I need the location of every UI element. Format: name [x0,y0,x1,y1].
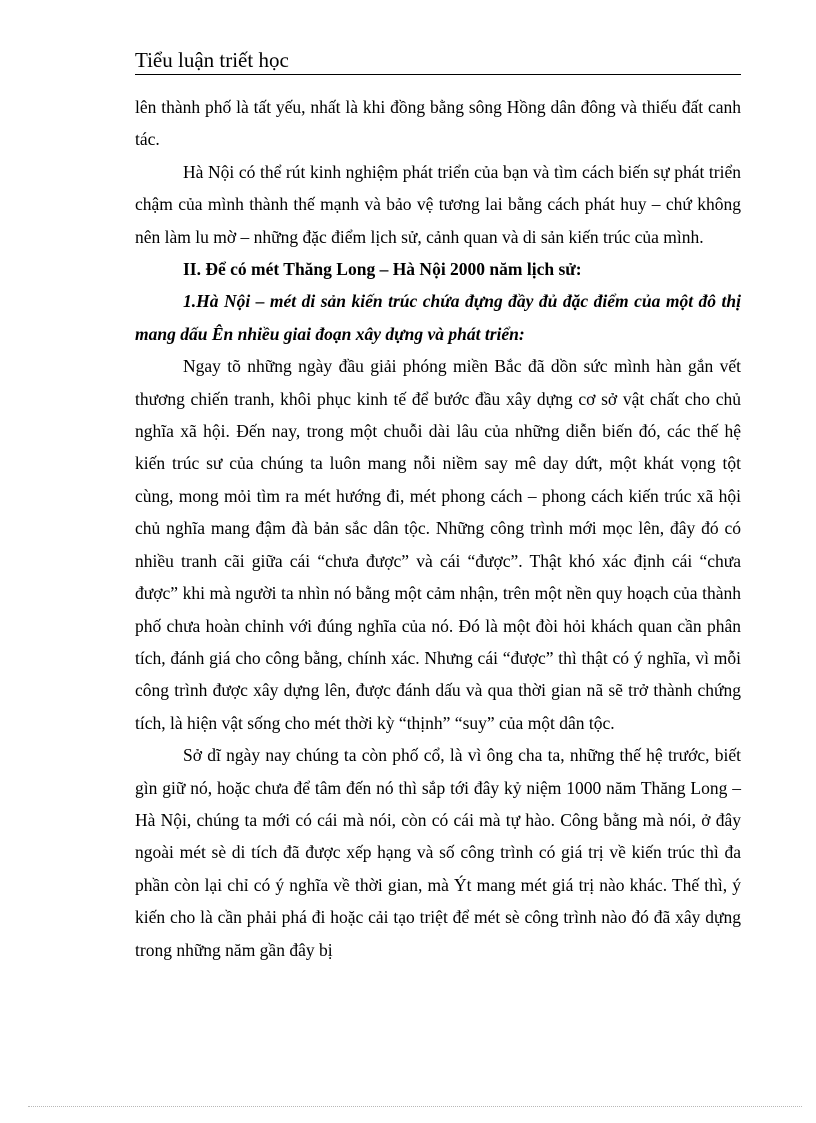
page-header [135,47,741,75]
header-title: Tiểu luận triết học [135,48,289,72]
paragraph-hanoi-experience: Hà Nội có thể rút kinh nghiệm phát triển của bạn và tìm cách biến sự phát triển chậm của mình thành thế mạnh và bảo vệ tương lai bằng cách phát huy – chứ không nên làm lu mờ – những đặc điểm lịch sử, cảnh quan và di sản kiến trúc của mình. [135,161,741,247]
paragraph-architecture: Ngay tõ những ngày đầu giải phóng miền Bắc đã dồn sức mình hàn gắn vết thương chiến tranh, khôi phục kinh tế để bước đầu xây dựng cơ sở vật chất cho chủ nghĩa xã hội. Đến nay, trong một chuỗi dài lâu của những diễn biến đó, các thế hệ kiến trúc sư của chúng ta luôn mang nỗi niềm say mê day dứt, một khát vọng tột cùng, mong mỏi tìm ra mét hướng đi, mét phong cách – phong cách kiến trúc xã hội chủ nghĩa mang đậm đà bản sắc dân tộc. Những công trình mới mọc lên, đây đó có nhiều tranh cãi giữa cái “chưa được” và cái “được”. Thật khó xác định cái “chưa được” khi mà người ta nhìn nó bằng một cảm nhận, trên một nền quy hoạch của thành phố chưa hoàn chỉnh với đúng nghĩa của nó. Đó là một đòi hỏi khách quan cần phân tích, đánh giá cho công bằng, chính xác. Nhưng cái “được” thì thật có ý nghĩa, vì mỗi công trình được xây dựng lên, được đánh dấu và qua thời gian nã sẽ trở thành chứng tích, là hiện vật sống cho mét thời kỳ “thịnh” “suy” của một dân tộc. [135,356,741,733]
paragraph-continuation: lên thành phố là tất yếu, nhất là khi đồng bằng sông Hồng dân đông và thiếu đất canh tác. [135,97,741,150]
footer-dotted-divider [28,1106,802,1107]
document-body [135,91,741,966]
subsection-heading: 1.Hà Nội – mét di sản kiến trúc chứa đựng đầy đủ đặc điểm của một đô thị mang dấu Ên nhiều giai đoạn xây dựng và phát triển: [135,291,741,344]
paragraph-old-quarter: Sở dĩ ngày nay chúng ta còn phố cổ, là vì ông cha ta, những thế hệ trước, biết gìn giữ nó, hoặc chưa để tâm đến nó thì sắp tới đây kỷ niệm 1000 năm Thăng Long – Hà Nội, chúng ta mới có cái mà nói, còn có cái mà tự hào. Công bằng mà nói, ở đây ngoài mét sè di tích đã được xếp hạng và số công trình có giá trị về kiến trúc thì đa phần còn lại chỉ có ý nghĩa về thời gian, mà Ýt mang mét giá trị nào khác. Thế thì, ý kiến cho là cần phải phá đi hoặc cải tạo triệt để mét sè công trình nào đó đã xây dựng trong những năm gần đây bị [135,745,741,960]
section-heading: II. Để có mét Thăng Long – Hà Nội 2000 năm lịch sử: [183,259,582,280]
